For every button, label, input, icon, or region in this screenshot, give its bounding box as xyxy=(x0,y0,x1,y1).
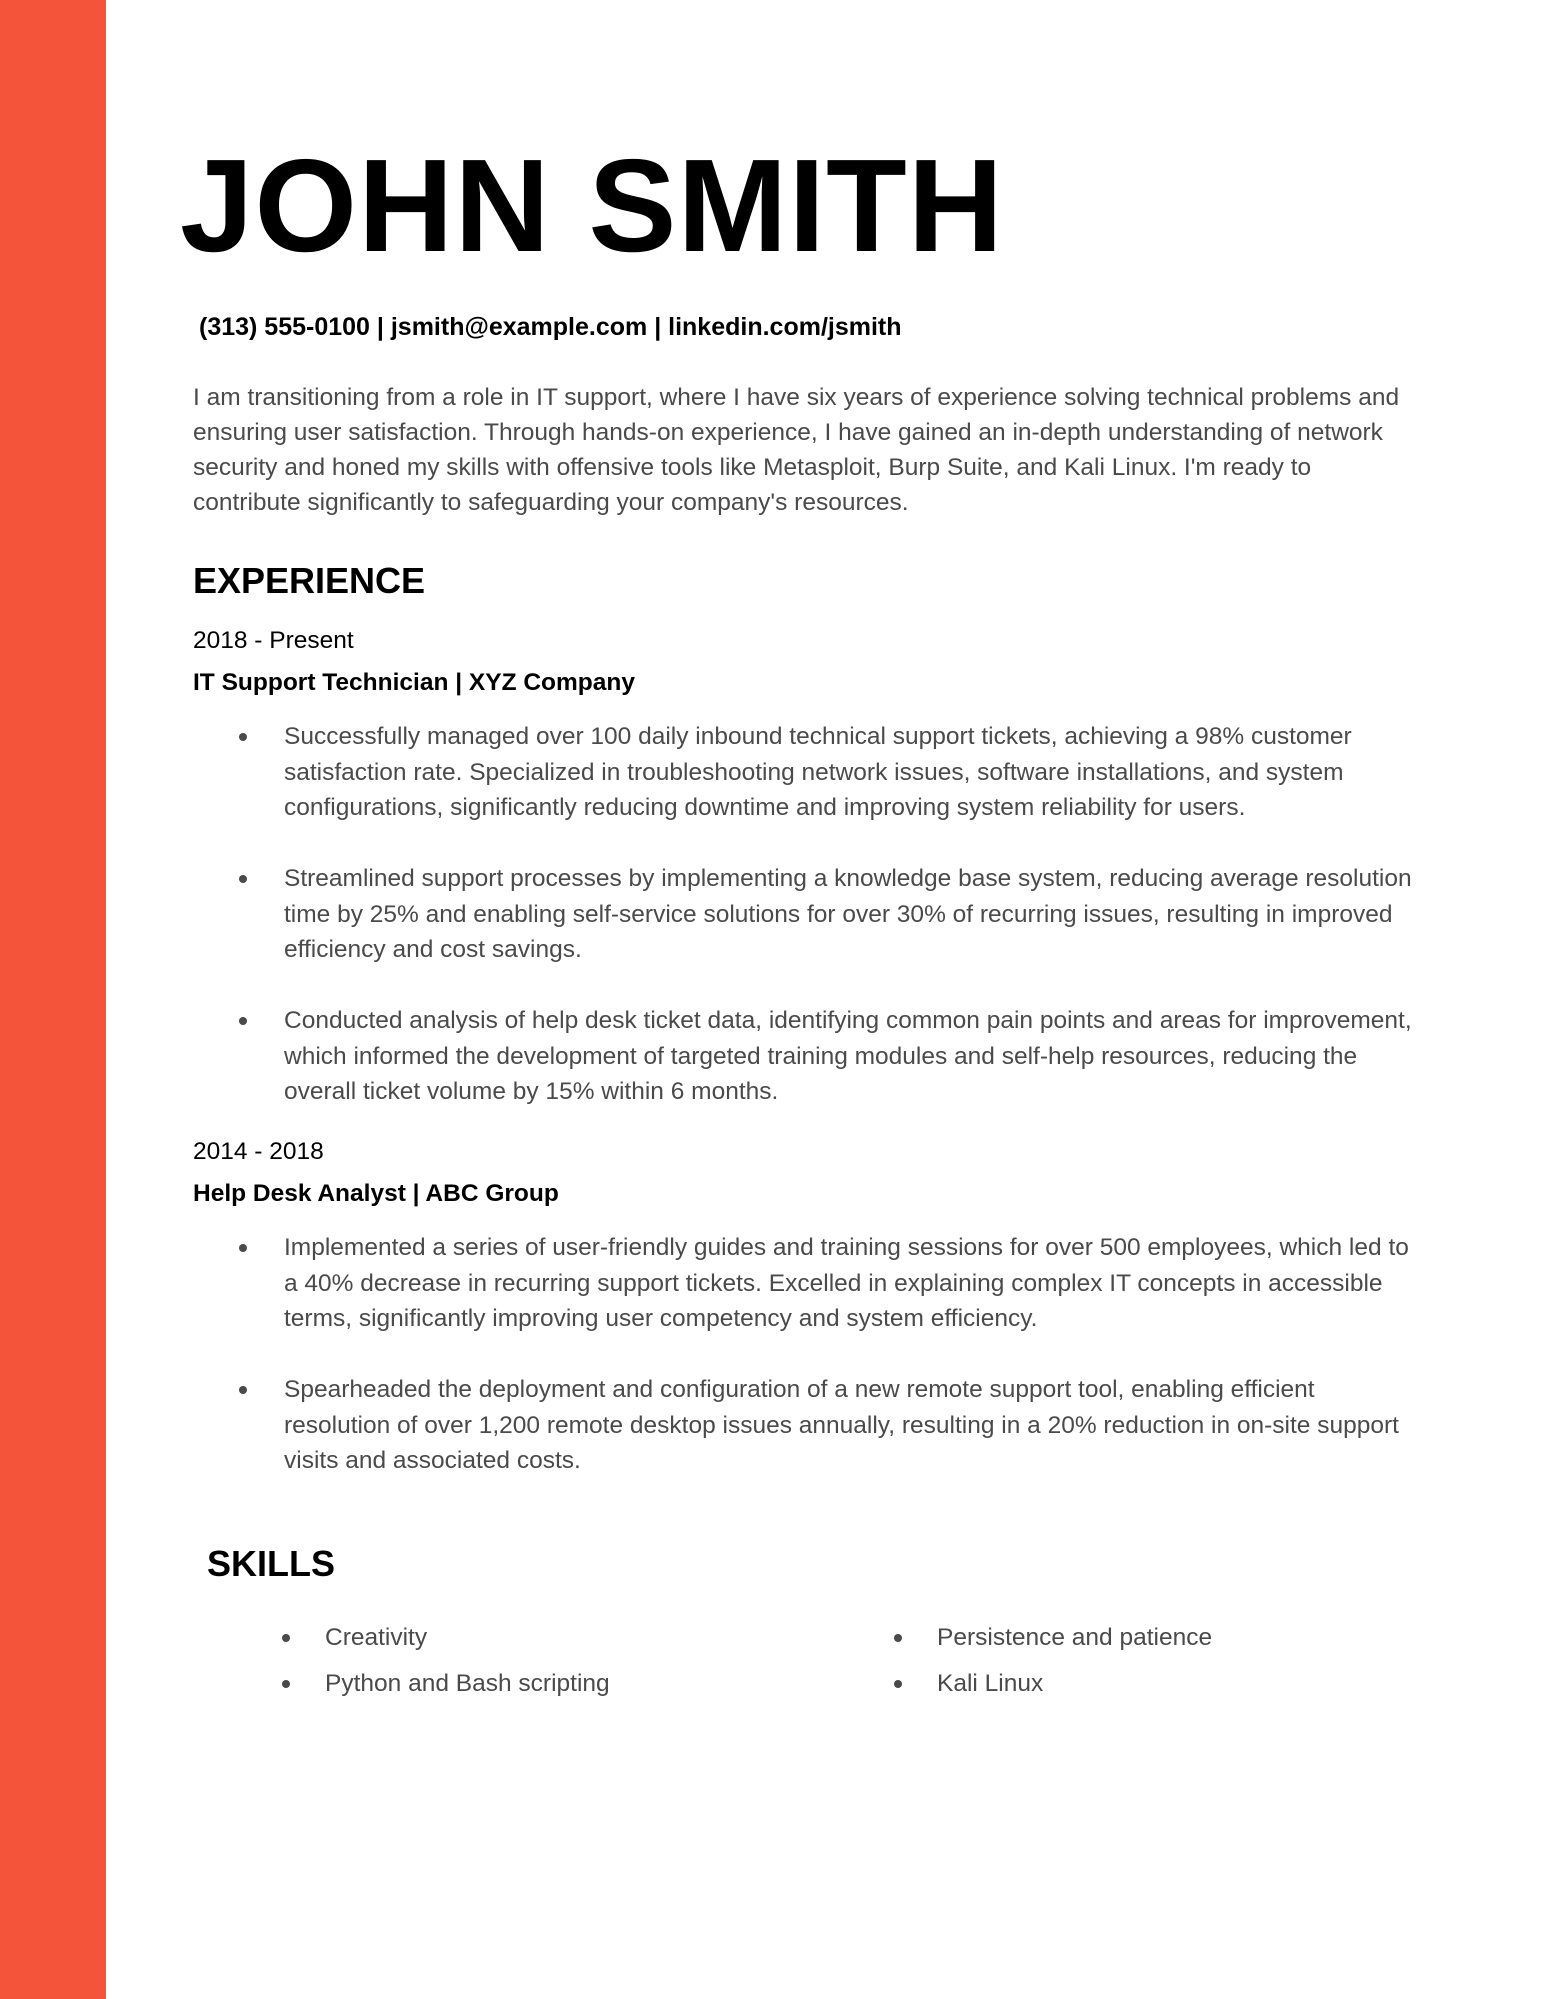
job-bullet-text: Implemented a series of user-friendly guides and training sessions for over 500 employees, which led to a 40% decrease in recurring support tickets. Excelled in explaining complex IT concepts in accessible terms, significantly improving user competency and system efficiency. xyxy=(284,1234,1409,1332)
bullet-dot-icon xyxy=(239,1244,247,1252)
professional-summary: I am transitioning from a role in IT support, where I have six years of experience solving technical problems and ensuring user satisfaction. Through hands-on experience, I have gained an in-depth understanding of network security and honed my skills with offensive tools like Metasploit, Burp Suite, and Kali Linux. I'm ready to contribute significantly to safeguarding your company's resources. xyxy=(193,384,1400,516)
job-dates: 2014 - 2018 xyxy=(193,1138,324,1165)
job-bullet-list xyxy=(193,1230,1423,1479)
skill-item xyxy=(890,1666,1428,1702)
bullet-dot-icon xyxy=(239,1017,247,1025)
skill-text: Creativity xyxy=(325,1624,428,1651)
skill-item xyxy=(278,1620,890,1656)
bullet-dot-icon xyxy=(239,875,247,883)
contact-info: (313) 555-0100 | jsmith@example.com | linkedin.com/jsmith xyxy=(199,313,902,341)
job-bullet-text: Streamlined support processes by implementing a knowledge base system, reducing average resolution time by 25% and enabling self-service solutions for over 30% of recurring issues, resulting in improved efficiency and cost savings. xyxy=(284,865,1412,963)
job-entry-1 xyxy=(193,626,1423,1110)
job-entry-2 xyxy=(193,1137,1423,1479)
job-bullet-text: Successfully managed over 100 daily inbound technical support tickets, achieving a 98% customer satisfaction rate. Specialized in troubleshooting network issues, software installations, and system configurations, significantly reducing downtime and improving system reliability for users. xyxy=(284,723,1352,821)
job-bullet xyxy=(193,1372,1423,1479)
job-bullet-text: Conducted analysis of help desk ticket data, identifying common pain points and areas for improvement, which informed the development of targeted training modules and self-help resources, reducing the overall ticket volume by 15% within 6 months. xyxy=(284,1007,1412,1105)
bullet-dot-icon xyxy=(894,1680,902,1688)
job-bullet-text: Spearheaded the deployment and configuration of a new remote support tool, enabling efficient resolution of over 1,200 remote desktop issues annually, resulting in a 20% reduction in on-site support visits and associated costs. xyxy=(284,1376,1399,1474)
skill-item xyxy=(278,1666,890,1702)
bullet-dot-icon xyxy=(282,1634,290,1642)
job-bullet xyxy=(193,1230,1423,1337)
bullet-dot-icon xyxy=(239,1386,247,1394)
skill-text: Persistence and patience xyxy=(937,1624,1213,1651)
experience-heading: EXPERIENCE xyxy=(193,560,426,601)
skill-item xyxy=(890,1620,1428,1656)
job-bullet xyxy=(193,719,1423,826)
skill-text: Kali Linux xyxy=(937,1670,1044,1697)
bullet-dot-icon xyxy=(239,733,247,741)
job-dates: 2018 - Present xyxy=(193,627,354,654)
skill-text: Python and Bash scripting xyxy=(325,1670,610,1697)
bullet-dot-icon xyxy=(282,1680,290,1688)
skills-list xyxy=(278,1620,1428,1702)
job-title: Help Desk Analyst | ABC Group xyxy=(193,1180,559,1207)
job-bullet xyxy=(193,1003,1423,1110)
bullet-dot-icon xyxy=(894,1634,902,1642)
candidate-name: JOHN SMITH xyxy=(180,132,1005,279)
job-title: IT Support Technician | XYZ Company xyxy=(193,669,635,696)
job-bullet-list xyxy=(193,719,1423,1110)
job-bullet xyxy=(193,861,1423,968)
skills-heading: SKILLS xyxy=(207,1543,336,1584)
